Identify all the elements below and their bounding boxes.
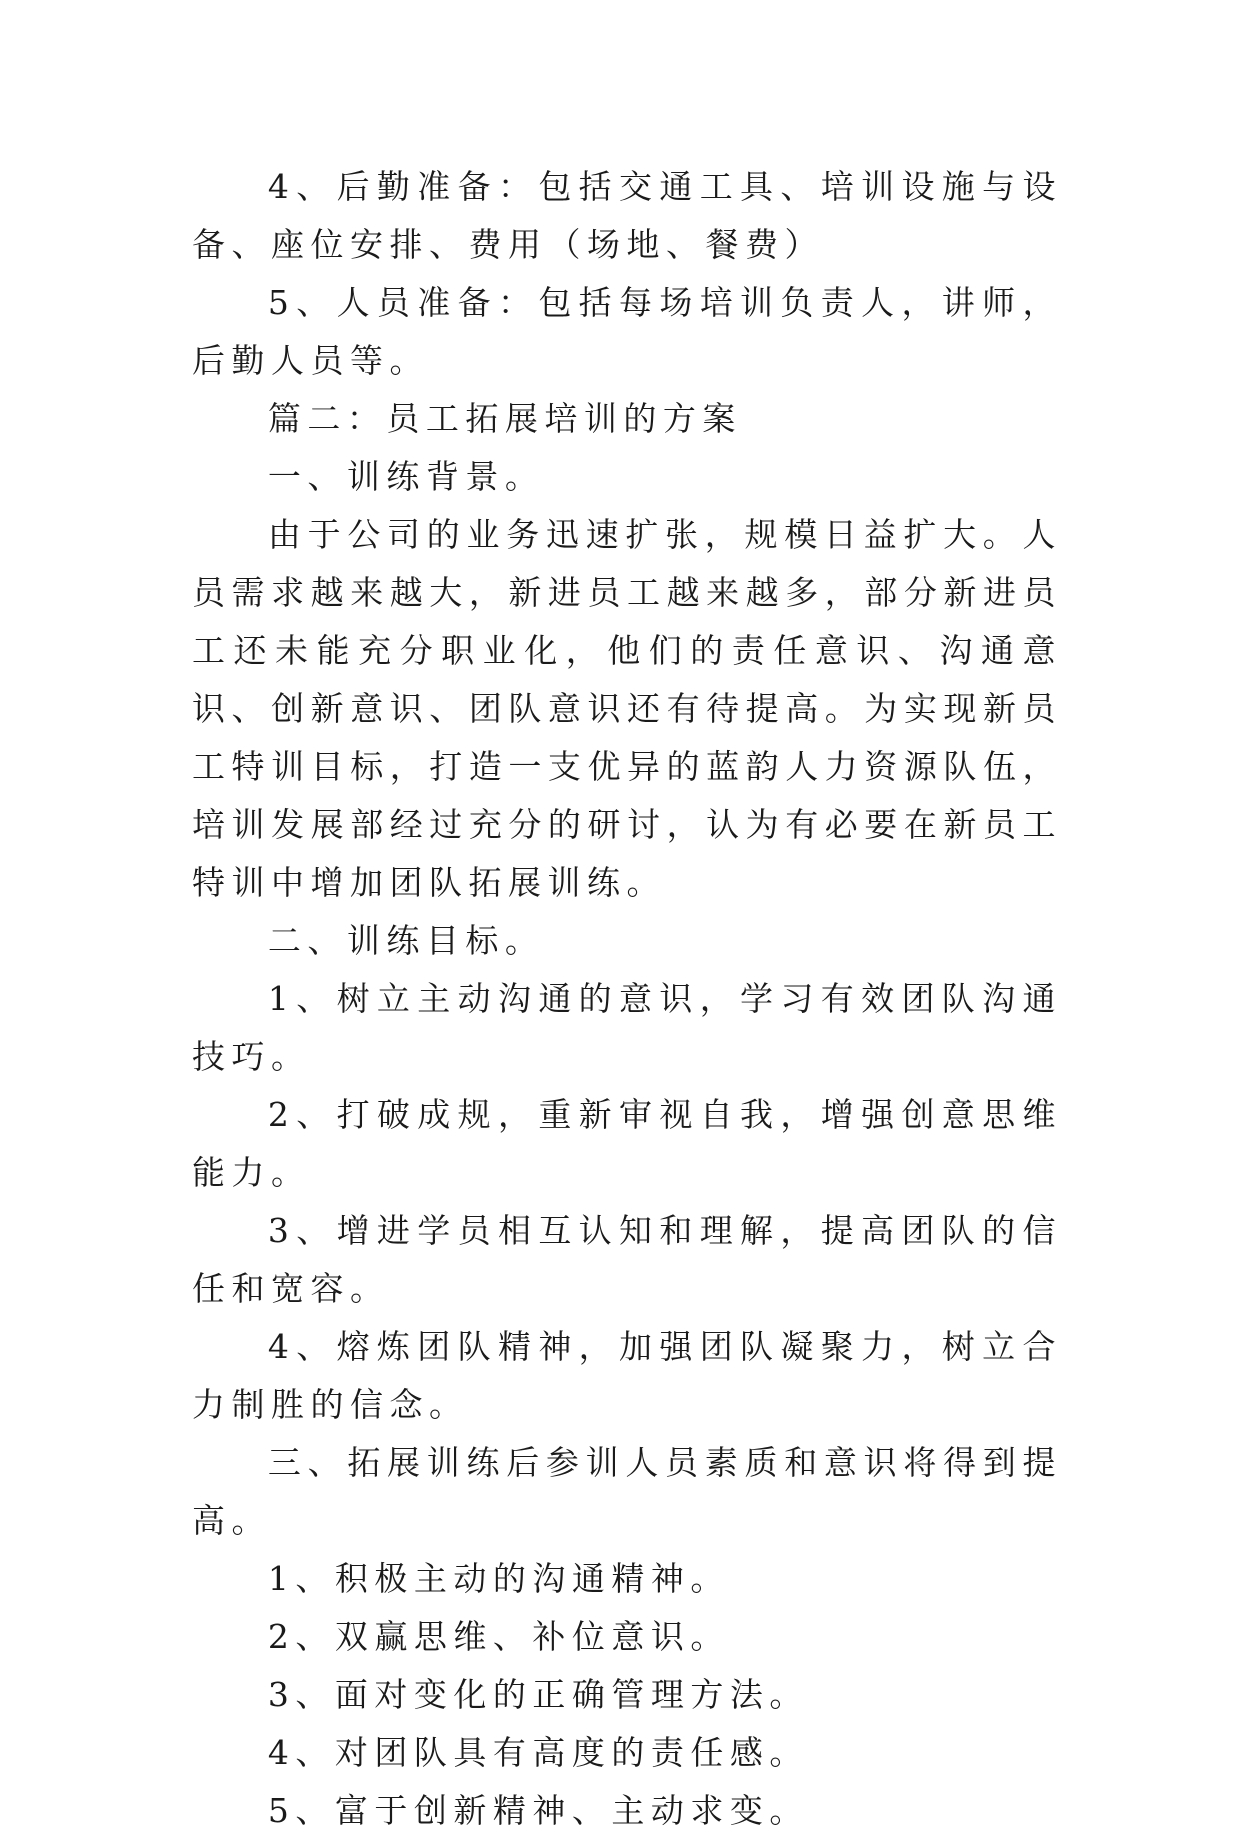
heading-training-outcomes: 三、拓展训练后参训人员素质和意识将得到提高。 <box>192 1443 1062 1540</box>
list-item-goal-4: 4、熔炼团队精神，加强团队凝聚力，树立合力制胜的信念。 <box>192 1327 1062 1424</box>
list-item-outcome-2: 2、双赢思维、补位意识。 <box>267 1617 730 1656</box>
list-item-goal-1: 1、树立主动沟通的意识，学习有效团队沟通技巧。 <box>192 979 1062 1076</box>
paragraph-staff-prep: 5、人员准备：包括每场培训负责人，讲师，后勤人员等。 <box>192 283 1062 380</box>
paragraph-logistics-prep: 4、后勤准备：包括交通工具、培训设施与设备、座位安排、费用（场地、餐费） <box>192 167 1062 264</box>
list-item-outcome-3: 3、面对变化的正确管理方法。 <box>267 1675 809 1714</box>
document-body <box>192 158 1062 1840</box>
list-item-outcome-1: 1、积极主动的沟通精神。 <box>267 1559 730 1598</box>
paragraph-background-text: 由于公司的业务迅速扩张，规模日益扩大。人员需求越来越大，新进员工越来越多，部分新进员工还未能充分职业化，他们的责任意识、沟通意识、创新意识、团队意识还有待提高。为实现新员工特训目标，打造一支优异的蓝韵人力资源队伍，培训发展部经过充分的研讨，认为有必要在新员工特训中增加团队拓展训练。 <box>192 515 1062 902</box>
heading-training-background: 一、训练背景。 <box>267 457 545 496</box>
section-heading-part-two: 篇二：员工拓展培训的方案 <box>267 399 742 438</box>
heading-training-goals: 二、训练目标。 <box>267 921 545 960</box>
list-item-goal-2: 2、打破成规，重新审视自我，增强创意思维能力。 <box>192 1095 1062 1192</box>
list-item-outcome-5: 5、富于创新精神、主动求变。 <box>267 1791 809 1830</box>
list-item-goal-3: 3、增进学员相互认知和理解，提高团队的信任和宽容。 <box>192 1211 1062 1308</box>
list-item-outcome-4: 4、对团队具有高度的责任感。 <box>267 1733 809 1772</box>
